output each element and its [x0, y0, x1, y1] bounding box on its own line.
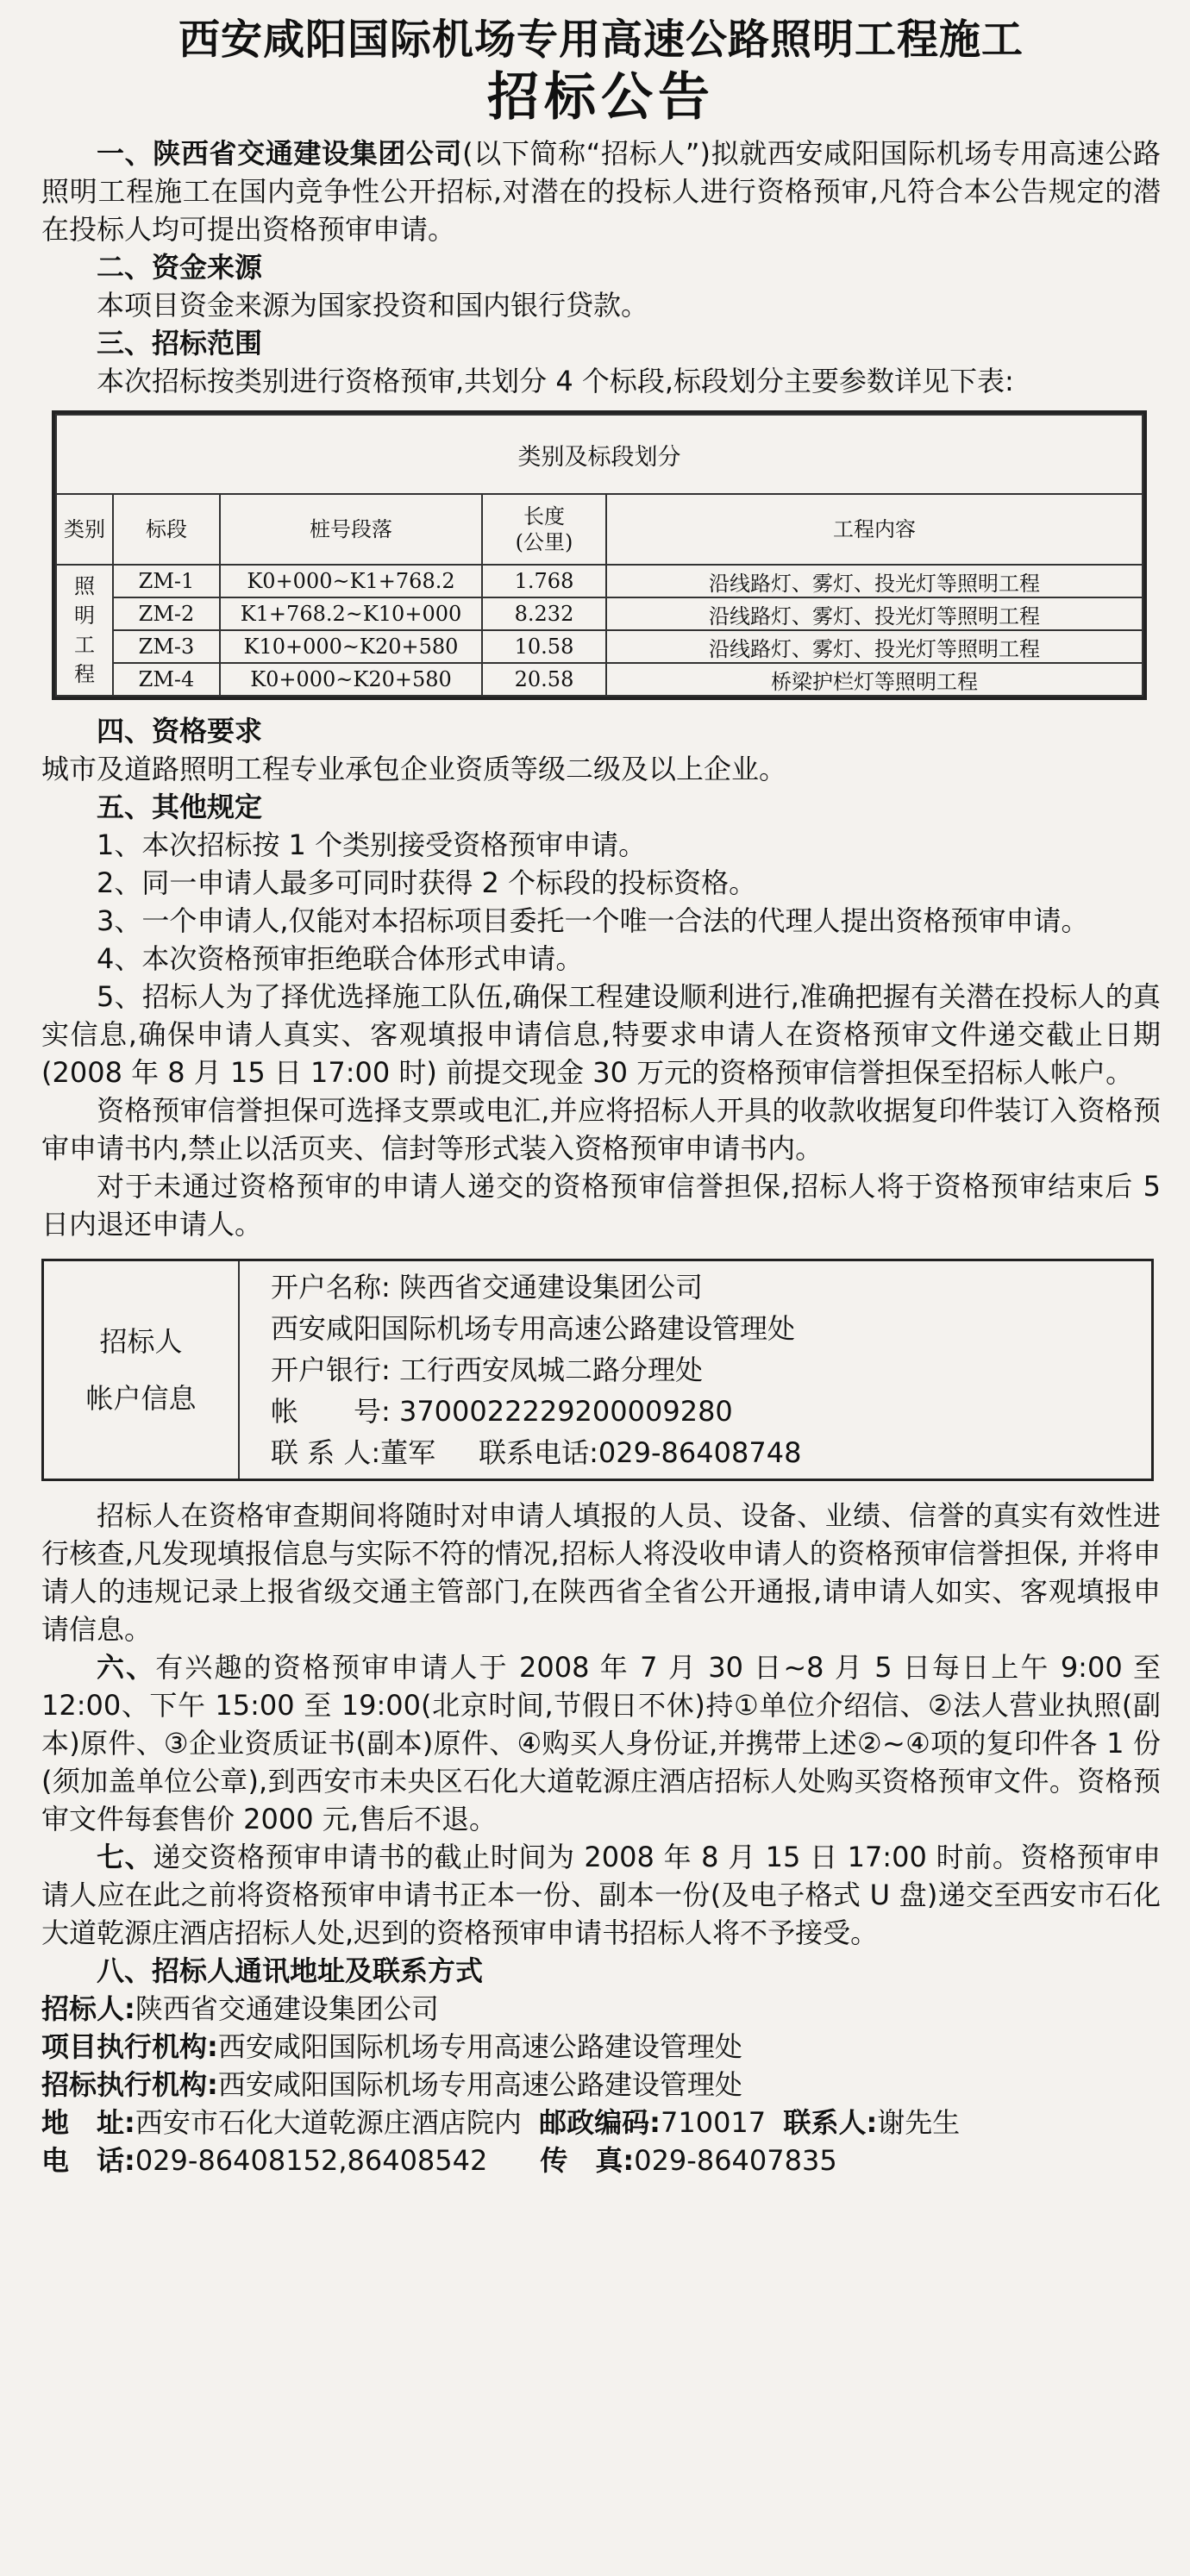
contact-exec-key: 项目执行机构:	[41, 2030, 218, 2063]
table-row	[56, 630, 1143, 663]
contact-bid-value: 西安咸阳国际机场专用高速公路建设管理处	[217, 2068, 742, 2101]
contact-post-value: 710017	[660, 2106, 767, 2139]
contact-exec-value: 西安咸阳国际机场专用高速公路建设管理处	[217, 2030, 742, 2063]
category-cell	[56, 565, 113, 696]
contact-bid-key: 招标执行机构:	[41, 2068, 218, 2101]
cell-segment: ZM-4	[113, 663, 220, 696]
section-7-heading: 七、	[97, 1841, 153, 1873]
section-3-heading: 三、招标范围	[97, 327, 263, 360]
section-5-item: 1、本次招标按 1 个类别接受资格预审申请。	[97, 828, 647, 861]
segment-table	[52, 410, 1147, 700]
contact-tenderer	[41, 1990, 1161, 2028]
contact-address-key: 地 址:	[41, 2106, 135, 2139]
contact-phone-line	[41, 2141, 1161, 2179]
account-unit: 西安咸阳国际机场专用高速公路建设管理处	[271, 1312, 796, 1345]
section-1-heading: 一、陕西省交通建设集团公司	[97, 137, 463, 170]
header-length-line2: (公里)	[515, 530, 573, 554]
contact-person-value: 谢先生	[877, 2106, 961, 2139]
verification-text: 招标人在资格审查期间将随时对申请人填报的人员、设备、业绩、信誉的真实有效性进行核查,凡发现填报信息与实际不符的情况,招标人将没收申请人的资格预审信誉担保, 并将申请人的违规记录上报省级交通主管部门,在陕西省全省公开通报,请申请人如实、客观填报申请信息。	[41, 1499, 1161, 1646]
table-row	[56, 663, 1143, 696]
account-label-line1: 招标人	[99, 1325, 183, 1358]
cell-length: 1.768	[482, 565, 606, 597]
cell-content: 沿线路灯、雾灯、投光灯等照明工程	[606, 597, 1143, 630]
cell-content: 桥梁护栏灯等照明工程	[606, 663, 1143, 696]
cell-chainage: K0+000~K20+580	[220, 663, 482, 696]
account-contact-line	[271, 1432, 801, 1473]
section-5-item: 2、同一申请人最多可同时获得 2 个标段的投标资格。	[97, 866, 757, 899]
section-5-item: 对于未通过资格预审的申请人递交的资格预审信誉担保,招标人将于资格预审结束后 5 日内退还申请人。	[41, 1170, 1161, 1241]
section-7-text: 递交资格预审申请书的截止时间为 2008 年 8 月 15 日 17:00 时前。资格预审申请人应在此之前将资格预审申请书正本一份、副本一份(及电子格式 U 盘)递交至西安市石化大道乾源庄酒店招标人处,迟到的资格预审申请书招标人将不予接受。	[41, 1841, 1161, 1949]
cell-segment: ZM-2	[113, 597, 220, 630]
account-bank: 开户银行: 工行西安凤城二路分理处	[271, 1354, 703, 1386]
contact-address-value: 西安市石化大道乾源庄酒店院内	[135, 2106, 522, 2139]
section-5-heading: 五、其他规定	[97, 791, 263, 823]
table-caption: 类别及标段划分	[56, 415, 1143, 494]
category-value: 照 明 工 程	[74, 574, 95, 686]
account-info-box	[41, 1259, 1154, 1481]
account-label	[44, 1261, 240, 1479]
cell-chainage: K10+000~K20+580	[220, 630, 482, 663]
header-segment: 标段	[113, 494, 220, 565]
header-chainage: 桩号段落	[220, 494, 482, 565]
cell-content: 沿线路灯、雾灯、投光灯等照明工程	[606, 565, 1143, 597]
cell-content: 沿线路灯、雾灯、投光灯等照明工程	[606, 630, 1143, 663]
contact-tenderer-value: 陕西省交通建设集团公司	[135, 1992, 439, 2025]
section-8-heading: 八、招标人通讯地址及联系方式	[97, 1954, 484, 1987]
account-number: 帐 号: 3700022229200009280	[271, 1395, 733, 1428]
section-5-item: 5、招标人为了择优选择施工队伍,确保工程建设顺利进行,准确把握有关潜在投标人的真实信息,确保申请人真实、客观填报申请信息,特要求申请人在资格预审文件递交截止日期 (2008 年 8 月 15 日 17:00 时) 前提交现金 30 万元的资格预审信誉担保至招标人帐户。	[41, 980, 1161, 1089]
section-4-heading: 四、资格要求	[97, 715, 263, 747]
cell-length: 20.58	[482, 663, 606, 696]
cell-length: 10.58	[482, 630, 606, 663]
account-name: 开户名称: 陕西省交通建设集团公司	[271, 1271, 703, 1304]
account-phone: 联系电话:029-86408748	[479, 1436, 802, 1469]
contact-exec	[41, 2028, 1161, 2066]
contact-address-line	[41, 2104, 1161, 2141]
cell-segment: ZM-3	[113, 630, 220, 663]
header-length-line1: 长度	[523, 504, 565, 528]
section-7	[41, 1838, 1161, 1952]
contact-fax-value: 029-86407835	[634, 2144, 837, 2177]
section-1-text: (以下简称“招标人”)拟就西安咸阳国际机场专用高速公路照明工程施工在国内竞争性公开招标,对潜在的投标人进行资格预审,凡符合本公告规定的潜在投标人均可提出资格预审申请。	[41, 137, 1161, 246]
section-5-item: 资格预审信誉担保可选择支票或电汇,并应将招标人开具的收款收据复印件装订入资格预审申请书内,禁止以活页夹、信封等形式装入资格预审申请书内。	[41, 1094, 1161, 1165]
cell-chainage: K1+768.2~K10+000	[220, 597, 482, 630]
account-details	[240, 1261, 801, 1479]
table-row	[56, 597, 1143, 630]
section-4-text: 城市及道路照明工程专业承包企业资质等级二级及以上企业。	[41, 753, 787, 785]
section-6	[41, 1648, 1161, 1838]
account-label-line2: 帐户信息	[85, 1382, 197, 1415]
title-line2: 招标公告	[487, 67, 715, 128]
section-1	[41, 134, 1161, 248]
section-2-text: 本项目资金来源为国家投资和国内银行贷款。	[97, 289, 649, 322]
cell-segment: ZM-1	[113, 565, 220, 597]
contact-tel-key: 电 话:	[41, 2144, 135, 2177]
section-3-text: 本次招标按类别进行资格预审,共划分 4 个标段,标段划分主要参数详见下表:	[97, 365, 1014, 397]
section-6-text: 有兴趣的资格预审申请人于 2008 年 7 月 30 日~8 月 5 日每日上午 9:00 至 12:00、下午 15:00 至 19:00(北京时间,节假日不休)持①单位介绍信、②法人营业执照(副本)原件、③企业资质证书(副本)原件、④购买人身份证,并携带上述②~④项的复印件各 1 份(须加盖单位公章),到西安市未央区石化大道乾源庄酒店招标人处购买资格预审文件。资格预审文件每套售价 2000 元,售后不退。	[41, 1651, 1161, 1835]
section-6-heading: 六、	[97, 1651, 156, 1684]
section-2-heading: 二、资金来源	[97, 251, 263, 284]
cell-length: 8.232	[482, 597, 606, 630]
section-8	[41, 1952, 1161, 2179]
contact-tenderer-key: 招标人:	[41, 1992, 135, 2025]
header-content: 工程内容	[606, 494, 1143, 565]
title-line1: 西安咸阳国际机场专用高速公路照明工程施工	[178, 16, 1024, 64]
section-5-item: 4、本次资格预审拒绝联合体形式申请。	[97, 942, 584, 975]
cell-chainage: K0+000~K1+768.2	[220, 565, 482, 597]
header-length	[482, 494, 606, 565]
contact-post-key: 邮政编码:	[539, 2106, 661, 2139]
account-contact: 联 系 人:董军	[271, 1436, 436, 1469]
contact-fax-key: 传 真:	[540, 2144, 635, 2177]
contact-bid	[41, 2066, 1161, 2104]
contact-person-key: 联系人:	[783, 2106, 878, 2139]
header-category: 类别	[56, 494, 113, 565]
table-row	[56, 565, 1143, 597]
contact-tel-value: 029-86408152,86408542	[135, 2144, 488, 2177]
section-5-item: 3、一个申请人,仅能对本招标项目委托一个唯一合法的代理人提出资格预审申请。	[97, 904, 1089, 937]
